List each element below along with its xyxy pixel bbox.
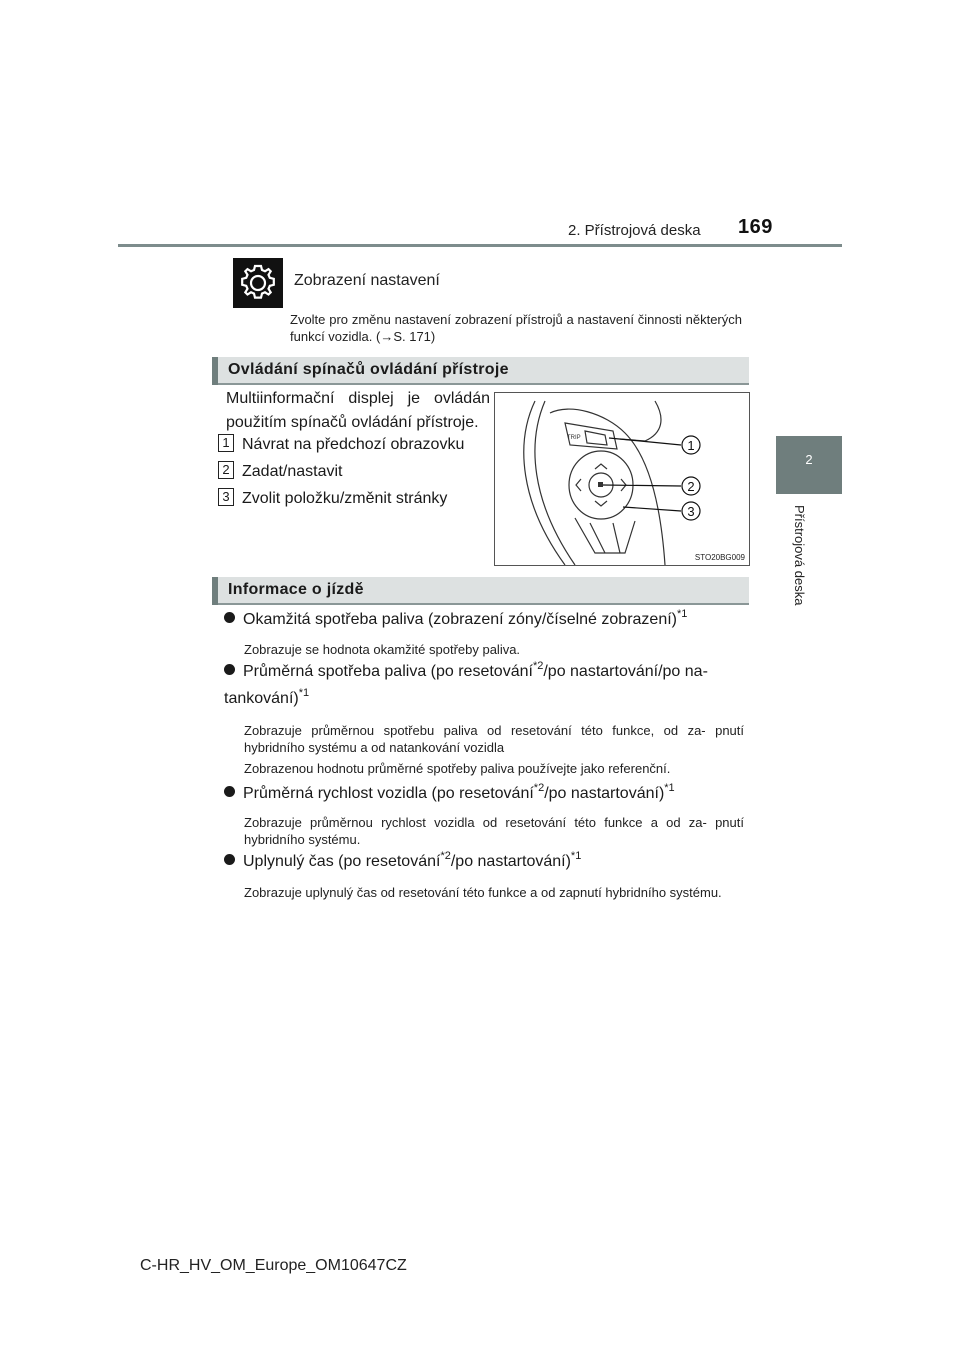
bullet-description: Zobrazuje průměrnou rychlost vozidla od resetování této funkce a od za- pnutí hybridního systému. bbox=[244, 815, 744, 847]
section-intro: Multiinformační displej je ovládán použitím spínačů ovládání přístroje. bbox=[226, 390, 490, 431]
section-heading-drive-info bbox=[212, 577, 749, 605]
bullet-dot-icon bbox=[224, 854, 235, 865]
trip-button-label: TRIP bbox=[567, 435, 581, 441]
section-heading-stripe bbox=[212, 577, 218, 605]
item-number-box: 2 bbox=[218, 461, 234, 479]
list-item bbox=[218, 488, 447, 508]
settings-title: Zobrazení nastavení bbox=[294, 272, 440, 289]
callout-2: 2 bbox=[687, 479, 695, 494]
section-heading-switches bbox=[212, 357, 749, 385]
bullet-heading: Průměrná spotřeba paliva (po resetování$^{*2}$/po nastartování/po na- bbox=[224, 660, 749, 684]
section-heading-text: Informace o jízdě bbox=[228, 581, 364, 598]
section-heading-stripe bbox=[212, 357, 218, 385]
bullet-description: Zobrazuje uplynulý čas od resetování této funkce a od zapnutí hybridního systému. bbox=[244, 885, 722, 900]
figure-code: STO20BG009 bbox=[694, 553, 745, 562]
item-text: Zvolit položku/změnit stránky bbox=[242, 490, 448, 507]
bullet-heading: Uplynulý čas (po resetování$^{*2}$/po nastartování)$^{*1}$ bbox=[224, 850, 749, 874]
footer-document-code: C-HR_HV_OM_Europe_OM10647CZ bbox=[140, 1257, 407, 1274]
bullet-heading-cont: tankování)$^{*1}$ bbox=[224, 687, 310, 707]
callout-3: 3 bbox=[687, 504, 695, 519]
list-item bbox=[218, 434, 464, 454]
chapter-tab-label: Přístrojová deska bbox=[792, 505, 807, 606]
bullet-description: Zobrazuje se hodnota okamžité spotřeby paliva. bbox=[244, 642, 521, 657]
bullet-dot-icon bbox=[224, 664, 235, 675]
bullet-heading: Okamžitá spotřeba paliva (zobrazení zóny/číselné zobrazení)$^{*1}$ bbox=[224, 608, 749, 632]
bullet-dot-icon bbox=[224, 786, 235, 797]
header-rule bbox=[118, 244, 842, 247]
item-text: Návrat na předchozí obrazovku bbox=[242, 436, 465, 453]
item-text: Zadat/nastavit bbox=[242, 463, 343, 480]
chapter-tab-number: 2 bbox=[805, 452, 813, 467]
steering-switch-illustration bbox=[495, 393, 749, 565]
bullet-description: Zobrazuje průměrnou spotřebu paliva od resetování této funkce, od za- pnutí hybridního systému a od natankování vozidla bbox=[244, 723, 744, 755]
bullet-dot-icon bbox=[224, 612, 235, 623]
settings-gear-icon bbox=[233, 258, 283, 308]
steering-switch-figure bbox=[494, 392, 750, 566]
section-heading-text: Ovládání spínačů ovládání přístroje bbox=[228, 361, 509, 378]
page-number: 169 bbox=[738, 216, 773, 238]
item-number-box: 1 bbox=[218, 434, 234, 452]
list-item bbox=[218, 461, 343, 481]
bullet-description: Zobrazenou hodnotu průměrné spotřeby paliva používejte jako referenční. bbox=[244, 761, 671, 776]
bullet-heading: Průměrná rychlost vozidla (po resetování$^{*2}$/po nastartování)$^{*1}$ bbox=[224, 782, 749, 806]
settings-description: Zvolte pro změnu nastavení zobrazení přístrojů a nastavení činnosti některých funkcí vozidla. (→S. 171) bbox=[290, 312, 742, 344]
callout-1: 1 bbox=[687, 438, 695, 453]
running-header-section: 2. Přístrojová deska bbox=[568, 222, 701, 239]
item-number-box: 3 bbox=[218, 488, 234, 506]
